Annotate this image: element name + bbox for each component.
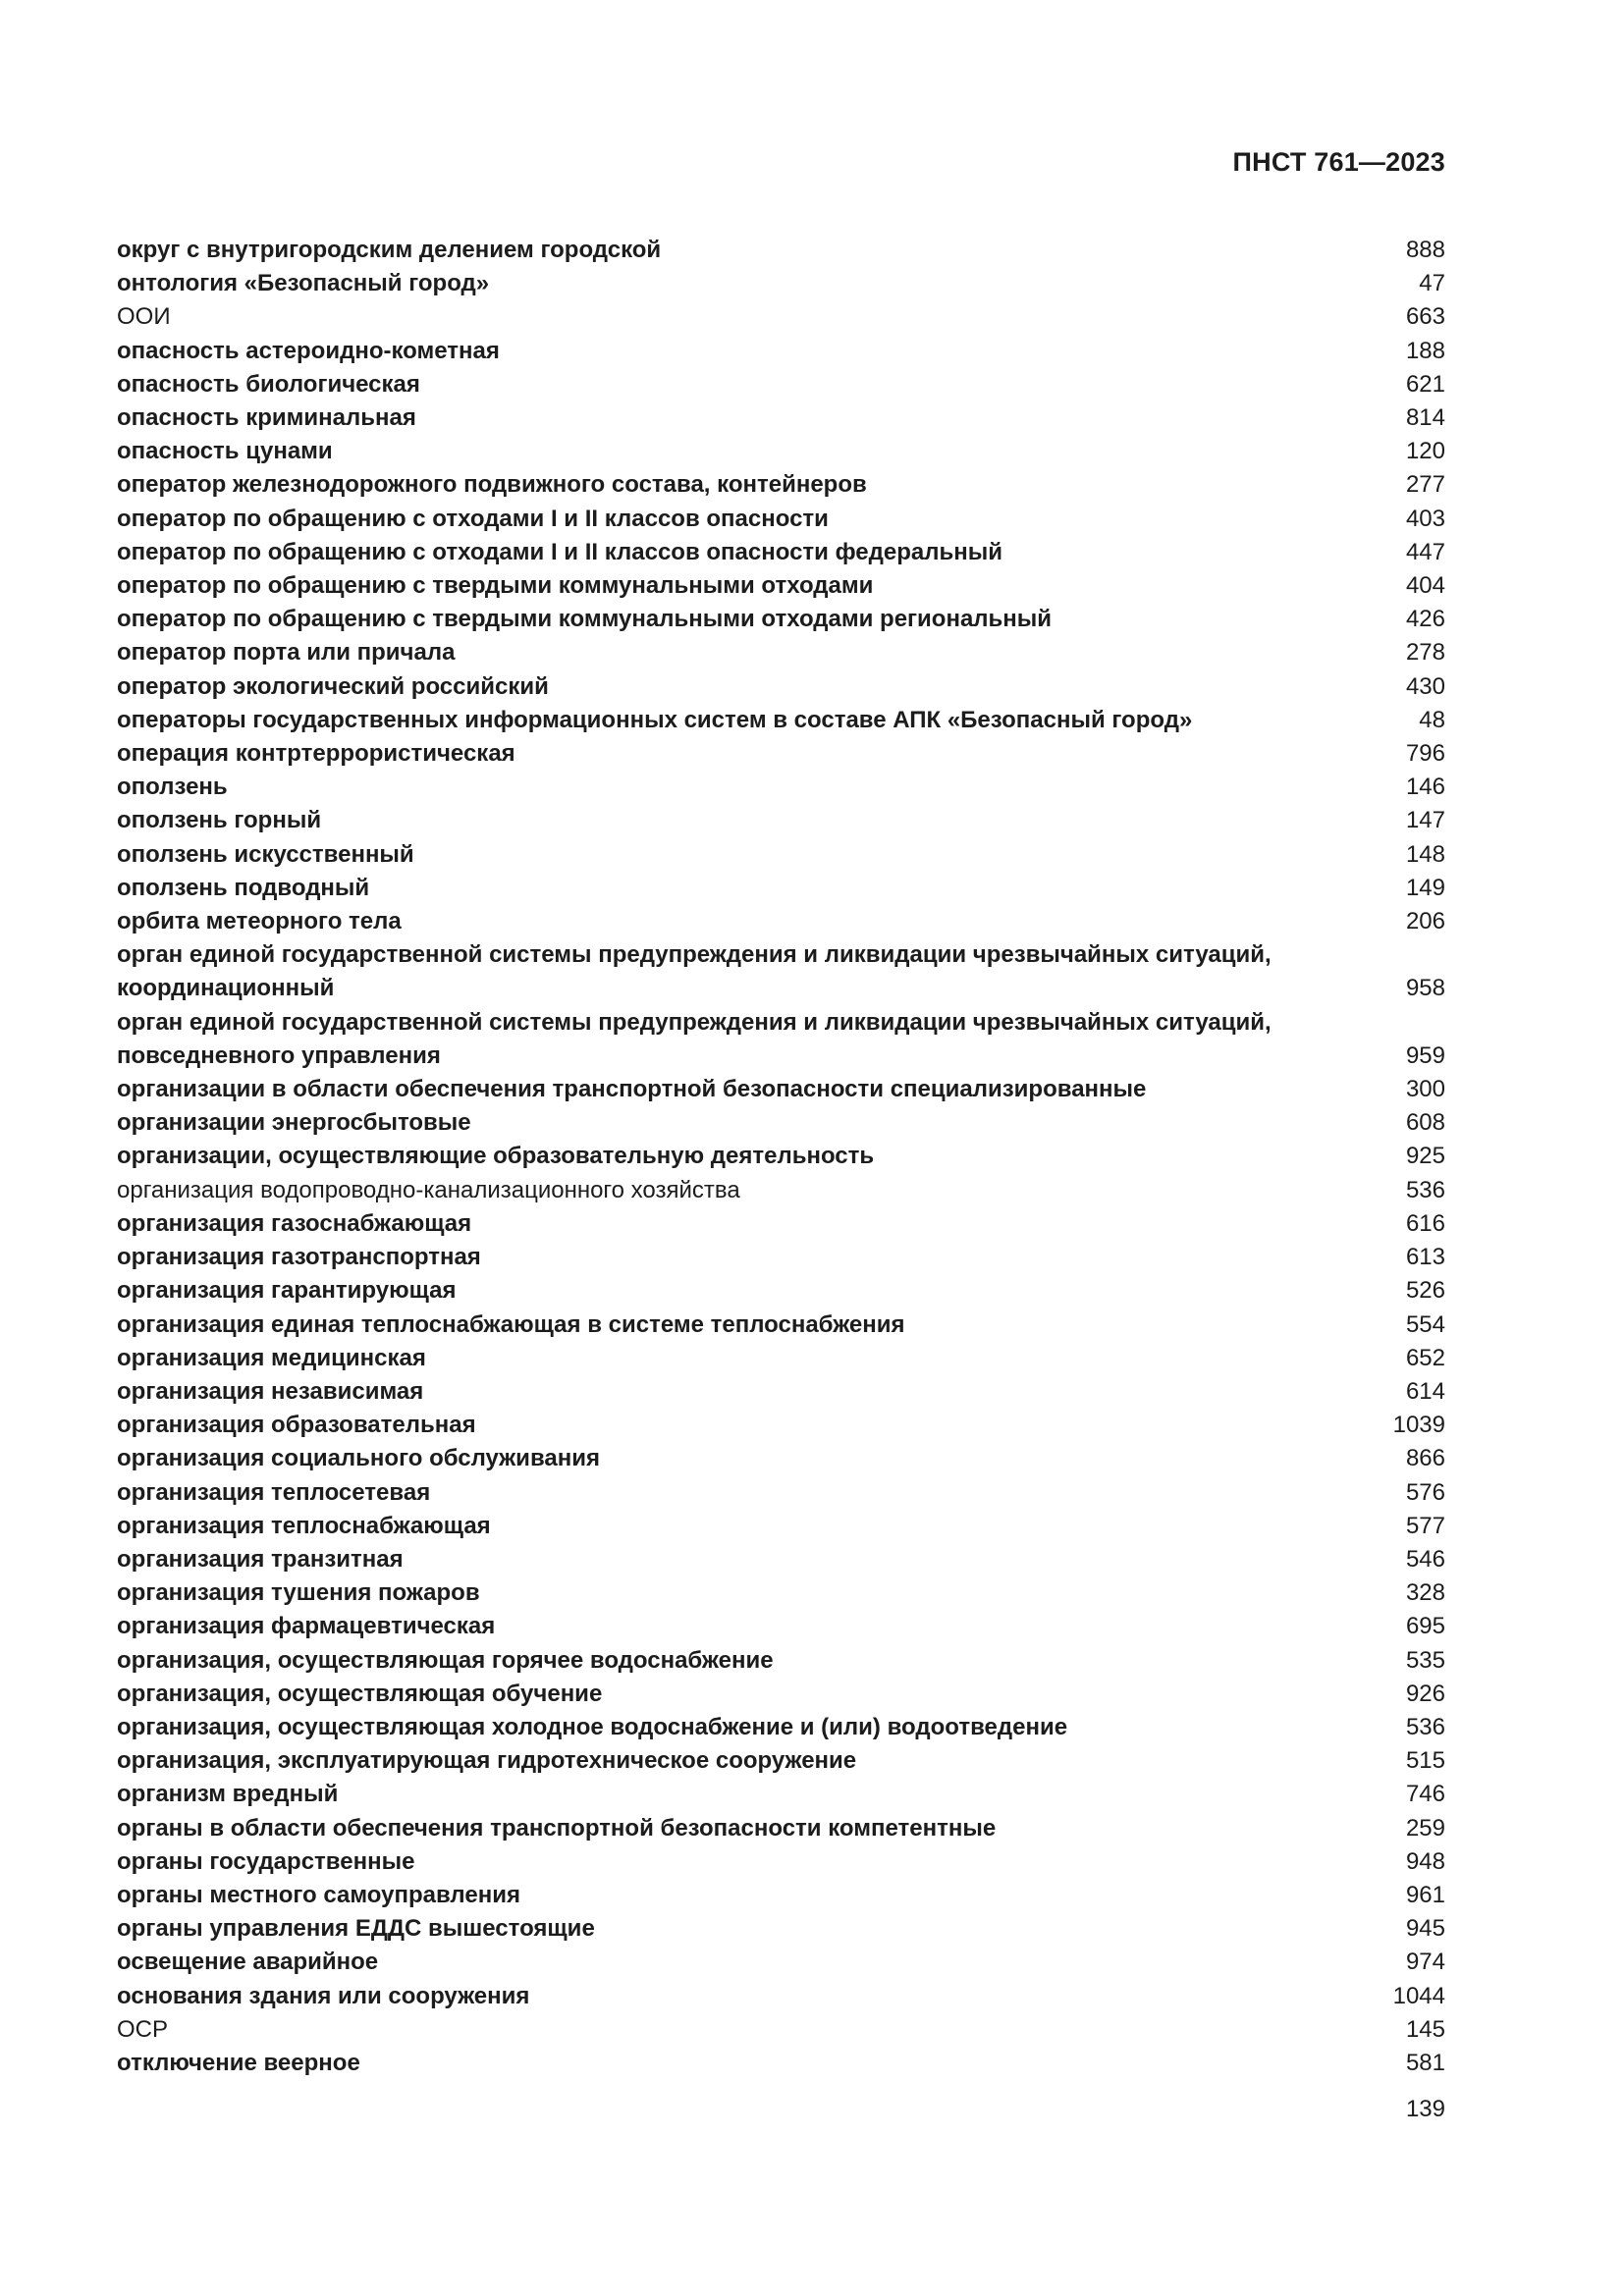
index-entry xyxy=(117,1879,1445,1912)
index-term: ООИ xyxy=(117,303,171,331)
index-entry xyxy=(117,1576,1445,1610)
index-term: организации в области обеспечения транспортной безопасности специализированные xyxy=(117,1076,1147,1103)
index-entry xyxy=(117,1946,1445,1979)
index-entry xyxy=(117,1308,1445,1342)
index-term: опасность цунами xyxy=(117,438,333,465)
index-entry xyxy=(117,670,1445,704)
index-page-ref: 47 xyxy=(1419,270,1445,297)
index-entry xyxy=(117,1778,1445,1811)
index-entry xyxy=(117,1342,1445,1375)
index-term: организация гарантирующая xyxy=(117,1277,457,1305)
index-page-ref: 1044 xyxy=(1392,1982,1445,2009)
index-page-ref: 206 xyxy=(1405,908,1445,935)
index-term: орган единой государственной системы предупреждения и ликвидации чрезвычайных ситуаций, координационный xyxy=(117,941,1272,1002)
index-term: операторы государственных информационных систем в составе АПК «Безопасный город» xyxy=(117,706,1193,733)
index-term: организация водопроводно-канализационного хозяйства xyxy=(117,1176,740,1203)
index-list xyxy=(117,234,1445,2080)
index-entry xyxy=(117,838,1445,872)
page-number: 139 xyxy=(1405,2096,1445,2122)
index-term: органы местного самоуправления xyxy=(117,1881,520,1908)
index-page-ref: 148 xyxy=(1405,840,1445,868)
index-page-ref: 546 xyxy=(1405,1545,1445,1573)
index-entry xyxy=(117,1812,1445,1845)
index-page-ref: 945 xyxy=(1405,1915,1445,1943)
index-page-ref: 515 xyxy=(1405,1747,1445,1775)
index-entry xyxy=(117,435,1445,468)
index-entry xyxy=(117,1912,1445,1946)
index-entry xyxy=(117,536,1445,569)
index-term: организация фармацевтическая xyxy=(117,1613,496,1640)
index-entry xyxy=(117,335,1445,368)
index-page-ref: 146 xyxy=(1405,774,1445,801)
index-term: опасность криминальная xyxy=(117,404,416,432)
index-term: организация, осуществляющая горячее водоснабжение xyxy=(117,1646,774,1674)
index-term: организация единая теплоснабжающая в системе теплоснабжения xyxy=(117,1310,905,1338)
index-page-ref: 888 xyxy=(1405,237,1445,263)
index-entry xyxy=(117,636,1445,669)
index-page-ref: 746 xyxy=(1405,1781,1445,1808)
index-entry xyxy=(117,1106,1445,1140)
index-page-ref: 145 xyxy=(1405,2015,1445,2043)
index-page-ref: 616 xyxy=(1405,1209,1445,1237)
index-term: оператор экологический российский xyxy=(117,672,549,700)
index-entry xyxy=(117,1140,1445,1173)
index-page-ref: 328 xyxy=(1405,1579,1445,1607)
index-term: органы государственные xyxy=(117,1847,415,1875)
index-entry xyxy=(117,804,1445,837)
index-term: организации энергосбытовые xyxy=(117,1109,471,1137)
index-entry xyxy=(117,938,1445,1005)
index-term: оператор по обращению с отходами I и II классов опасности федеральный xyxy=(117,538,1002,565)
index-entry xyxy=(117,1375,1445,1409)
index-term: оползень xyxy=(117,774,228,801)
index-entry xyxy=(117,234,1445,267)
index-entry xyxy=(117,1610,1445,1643)
index-page-ref: 300 xyxy=(1405,1076,1445,1103)
index-entry xyxy=(117,1241,1445,1274)
index-entry xyxy=(117,1644,1445,1678)
index-page-ref: 959 xyxy=(1405,1041,1445,1069)
index-entry xyxy=(117,704,1445,737)
index-page-ref: 259 xyxy=(1405,1814,1445,1842)
index-page-ref: 1039 xyxy=(1392,1412,1445,1439)
index-page-ref: 621 xyxy=(1405,370,1445,398)
index-term: оператор порта или причала xyxy=(117,639,456,667)
index-term: органы управления ЕДДС вышестоящие xyxy=(117,1915,595,1943)
index-term: округ с внутригородским делением городской xyxy=(117,237,662,263)
index-term: организация теплосетевая xyxy=(117,1478,431,1506)
index-entry xyxy=(117,1207,1445,1241)
index-entry xyxy=(117,1006,1445,1073)
index-page-ref: 576 xyxy=(1405,1478,1445,1506)
index-page-ref: 447 xyxy=(1405,538,1445,565)
index-page-ref: 404 xyxy=(1405,572,1445,600)
index-term: орган единой государственной системы предупреждения и ликвидации чрезвычайных ситуаций, повседневного управления xyxy=(117,1008,1272,1069)
index-page-ref: 974 xyxy=(1405,1949,1445,1976)
index-term: оператор железнодорожного подвижного состава, контейнеров xyxy=(117,471,867,499)
index-entry xyxy=(117,1744,1445,1778)
index-entry xyxy=(117,737,1445,771)
index-page-ref: 149 xyxy=(1405,874,1445,901)
index-page-ref: 426 xyxy=(1405,606,1445,633)
index-entry xyxy=(117,1678,1445,1711)
index-term: организм вредный xyxy=(117,1781,339,1808)
index-page-ref: 652 xyxy=(1405,1344,1445,1371)
index-term: организация социального обслуживания xyxy=(117,1445,600,1472)
index-page-ref: 536 xyxy=(1405,1176,1445,1203)
index-term: оползень подводный xyxy=(117,874,370,901)
index-term: операция контртеррористическая xyxy=(117,740,515,768)
index-entry xyxy=(117,905,1445,938)
index-term: организация тушения пожаров xyxy=(117,1579,480,1607)
index-term: оператор по обращению с твердыми коммунальными отходами региональный xyxy=(117,606,1053,633)
index-term: организация теплоснабжающая xyxy=(117,1512,491,1539)
index-entry xyxy=(117,1543,1445,1576)
index-page-ref: 577 xyxy=(1405,1512,1445,1539)
index-page-ref: 188 xyxy=(1405,337,1445,364)
index-entry xyxy=(117,872,1445,905)
index-term: оператор по обращению с отходами I и II классов опасности xyxy=(117,505,829,532)
index-page-ref: 613 xyxy=(1405,1244,1445,1271)
index-term: органы в области обеспечения транспортной безопасности компетентные xyxy=(117,1814,997,1842)
index-entry xyxy=(117,468,1445,502)
index-entry xyxy=(117,1174,1445,1207)
index-page-ref: 958 xyxy=(1405,975,1445,1002)
index-entry xyxy=(117,1274,1445,1308)
index-entry xyxy=(117,771,1445,804)
index-entry xyxy=(117,1073,1445,1106)
index-page-ref: 147 xyxy=(1405,807,1445,834)
index-entry xyxy=(117,401,1445,435)
index-page-ref: 554 xyxy=(1405,1310,1445,1338)
index-term: организация газотранспортная xyxy=(117,1244,481,1271)
index-entry xyxy=(117,2013,1445,2047)
index-page-ref: 948 xyxy=(1405,1847,1445,1875)
index-term: организации, осуществляющие образовательную деятельность xyxy=(117,1143,875,1170)
index-page-ref: 866 xyxy=(1405,1445,1445,1472)
index-entry xyxy=(117,603,1445,636)
index-page-ref: 926 xyxy=(1405,1680,1445,1707)
index-entry xyxy=(117,1476,1445,1510)
index-term: организация транзитная xyxy=(117,1545,404,1573)
index-term: организация образовательная xyxy=(117,1412,476,1439)
index-page-ref: 925 xyxy=(1405,1143,1445,1170)
index-entry xyxy=(117,368,1445,401)
index-page-ref: 430 xyxy=(1405,672,1445,700)
index-page-ref: 814 xyxy=(1405,404,1445,432)
index-term: опасность биологическая xyxy=(117,370,420,398)
index-page-ref: 608 xyxy=(1405,1109,1445,1137)
index-term: оползень искусственный xyxy=(117,840,414,868)
index-page-ref: 663 xyxy=(1405,303,1445,331)
index-term: оператор по обращению с твердыми коммунальными отходами xyxy=(117,572,874,600)
index-page-ref: 695 xyxy=(1405,1613,1445,1640)
index-page-ref: 961 xyxy=(1405,1881,1445,1908)
index-term: организация, эксплуатирующая гидротехническое сооружение xyxy=(117,1747,857,1775)
index-term: опасность астероидно-кометная xyxy=(117,337,500,364)
index-term: освещение аварийное xyxy=(117,1949,379,1976)
index-term: организация газоснабжающая xyxy=(117,1209,472,1237)
index-entry xyxy=(117,1845,1445,1879)
index-page-ref: 48 xyxy=(1419,706,1445,733)
index-entry xyxy=(117,1442,1445,1475)
document-code: ПНСТ 761—2023 xyxy=(1232,147,1445,177)
index-term: орбита метеорного тела xyxy=(117,908,402,935)
index-page-ref: 526 xyxy=(1405,1277,1445,1305)
index-term: организация, осуществляющая холодное водоснабжение и (или) водоотведение xyxy=(117,1713,1068,1740)
index-entry xyxy=(117,503,1445,536)
index-page-ref: 403 xyxy=(1405,505,1445,532)
index-page-ref: 581 xyxy=(1405,2049,1445,2076)
index-entry xyxy=(117,1711,1445,1744)
index-page-ref: 614 xyxy=(1405,1377,1445,1405)
index-entry xyxy=(117,2047,1445,2080)
index-term: оползень горный xyxy=(117,807,322,834)
index-term: онтология «Безопасный город» xyxy=(117,270,490,297)
index-entry xyxy=(117,1409,1445,1442)
index-term: отключение веерное xyxy=(117,2049,360,2076)
index-term: организация медицинская xyxy=(117,1344,426,1371)
index-page-ref: 796 xyxy=(1405,740,1445,768)
index-page-ref: 278 xyxy=(1405,639,1445,667)
index-entry xyxy=(117,1980,1445,2013)
index-entry xyxy=(117,569,1445,603)
index-term: организация независимая xyxy=(117,1377,424,1405)
index-term: основания здания или сооружения xyxy=(117,1982,530,2009)
index-term: ОСР xyxy=(117,2015,169,2043)
index-entry xyxy=(117,1510,1445,1543)
index-page-ref: 120 xyxy=(1405,438,1445,465)
index-entry xyxy=(117,300,1445,334)
index-page-ref: 535 xyxy=(1405,1646,1445,1674)
index-entry xyxy=(117,267,1445,300)
index-page-ref: 536 xyxy=(1405,1713,1445,1740)
index-page-ref: 277 xyxy=(1405,471,1445,499)
index-term: организация, осуществляющая обучение xyxy=(117,1680,603,1707)
